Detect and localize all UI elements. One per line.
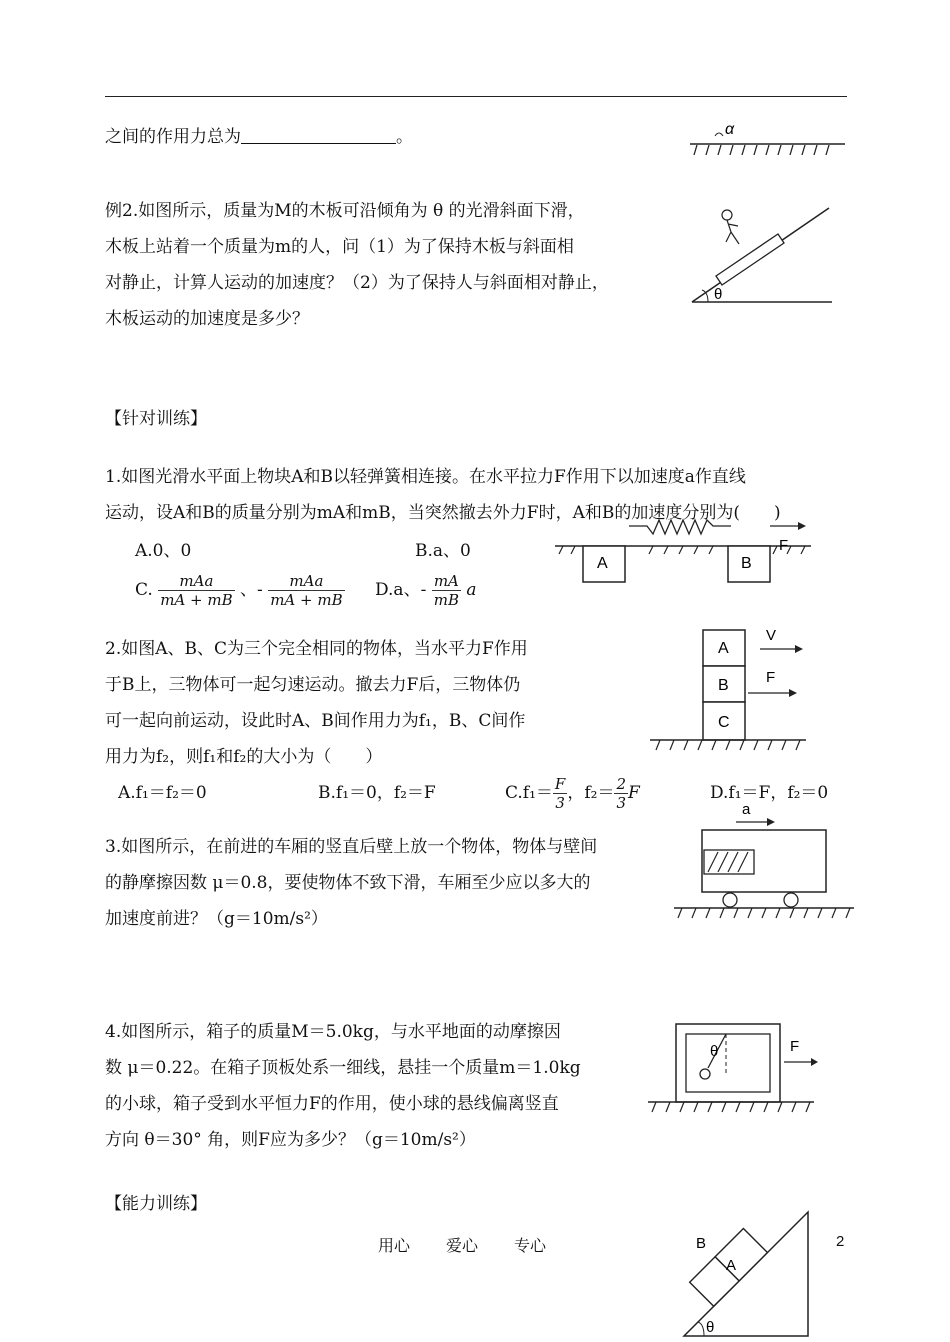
block-b-label: B — [696, 1235, 707, 1252]
q2-line: 可一起向前运动，设此时A、B间作用力为f₁，B、C间作 — [105, 711, 526, 731]
q1-option-d[interactable]: D.a、- $\frac{mA}{mB}$ a — [375, 572, 477, 609]
example2-line: 木板运动的加速度是多少？ — [105, 309, 309, 329]
q1-line: 运动，设A和B的质量分别为mA和mB，当突然撤去外力F时，A和B的加速度分别为( ) — [105, 503, 781, 523]
theta-label: θ — [710, 1043, 719, 1060]
block-a-label: A — [718, 640, 729, 657]
force-f-label: F — [766, 669, 776, 686]
q3-line: 3.如图所示，在前进的车厢的竖直后壁上放一个物体，物体与壁间 — [105, 837, 598, 857]
q2-line: 2.如图A、B、C为三个完全相同的物体，当水平力F作用 — [105, 639, 528, 659]
block-b-label: B — [718, 677, 729, 694]
q2-option-c[interactable]: C.f₁＝ $\frac{F}{3}$ ，f₂＝ $\frac{2}{3}$ F — [505, 775, 640, 812]
q4-line: 方向 θ＝30° 角，则F应为多少？（g＝10m/s²） — [105, 1130, 476, 1150]
section-title-ability: 【能力训练】 — [105, 1194, 207, 1214]
q1-option-c[interactable]: C. $\frac{\text{mAa}}{mA + mB}$ 、- $\frac{\text{mAa}}{mA + mB}$ — [135, 572, 343, 609]
section-title-targeted: 【针对训练】 — [105, 409, 207, 429]
q4-line: 的小球，箱子受到水平恒力F的作用，使小球的悬线偏离竖直 — [105, 1094, 559, 1114]
q1-line: 1.如图光滑水平面上物块A和B以轻弹簧相连接。在水平拉力F作用下以加速度a作直线 — [105, 467, 746, 487]
block-a-label: A — [597, 555, 608, 572]
q3-line: 加速度前进？（g＝10m/s²） — [105, 909, 328, 929]
answer-blank[interactable] — [241, 127, 396, 144]
accel-label: a — [742, 801, 751, 818]
q2-line: 于B上，三物体可一起匀速运动。撤去力F后，三物体仍 — [105, 675, 521, 695]
velocity-label: V — [766, 627, 777, 644]
q2-option-a[interactable]: A.f₁＝f₂＝0 — [118, 783, 207, 803]
carriage-figure — [672, 800, 857, 922]
theta-label: θ — [706, 1319, 715, 1336]
footer-motto: 用心 爱心 专心 — [378, 1236, 547, 1255]
incline-blocks-figure — [680, 1208, 810, 1340]
example2-line: 木板上站着一个质量为m的人，问（1）为了保持木板与斜面相 — [105, 237, 574, 257]
box-pendulum-figure — [646, 1018, 818, 1116]
q4-line: 数 μ＝0.22。在箱子顶板处系一细线，悬挂一个质量m＝1.0kg — [105, 1058, 581, 1078]
q2-line: 用力为f₂，则f₁和f₂的大小为（ ） — [105, 747, 383, 767]
top-fragment: 之间的作用力总为 。 — [105, 127, 413, 147]
header-rule — [105, 96, 847, 97]
block-c-label: C — [718, 714, 730, 731]
block-b-label: B — [741, 555, 752, 572]
q2-option-d[interactable]: D.f₁＝F，f₂＝0 — [710, 783, 829, 803]
force-f-label: F — [790, 1038, 800, 1055]
page-number: 2 — [836, 1233, 845, 1250]
stacked-blocks-figure — [648, 622, 808, 760]
theta-label: θ — [714, 286, 723, 303]
example2-line: 对静止，计算人运动的加速度？（2）为了保持人与斜面相对静止， — [105, 273, 609, 293]
ground-alpha-figure — [685, 118, 850, 158]
spring-blocks-figure — [553, 518, 813, 588]
incline-person-figure — [686, 200, 836, 310]
force-f-label: F — [779, 537, 789, 554]
q2-option-b[interactable]: B.f₁＝0，f₂＝F — [318, 783, 436, 803]
q1-option-a[interactable]: A.0、0 — [135, 541, 192, 561]
block-a-label: A — [726, 1257, 737, 1274]
alpha-label: α — [725, 121, 735, 138]
q4-line: 4.如图所示，箱子的质量M＝5.0kg，与水平地面的动摩擦因 — [105, 1022, 561, 1042]
example2-line: 例2.如图所示，质量为M的木板可沿倾角为 θ 的光滑斜面下滑， — [105, 201, 585, 221]
q1-option-b[interactable]: B.a、0 — [415, 541, 471, 561]
q3-line: 的静摩擦因数 μ＝0.8，要使物体不致下滑，车厢至少应以多大的 — [105, 873, 591, 893]
